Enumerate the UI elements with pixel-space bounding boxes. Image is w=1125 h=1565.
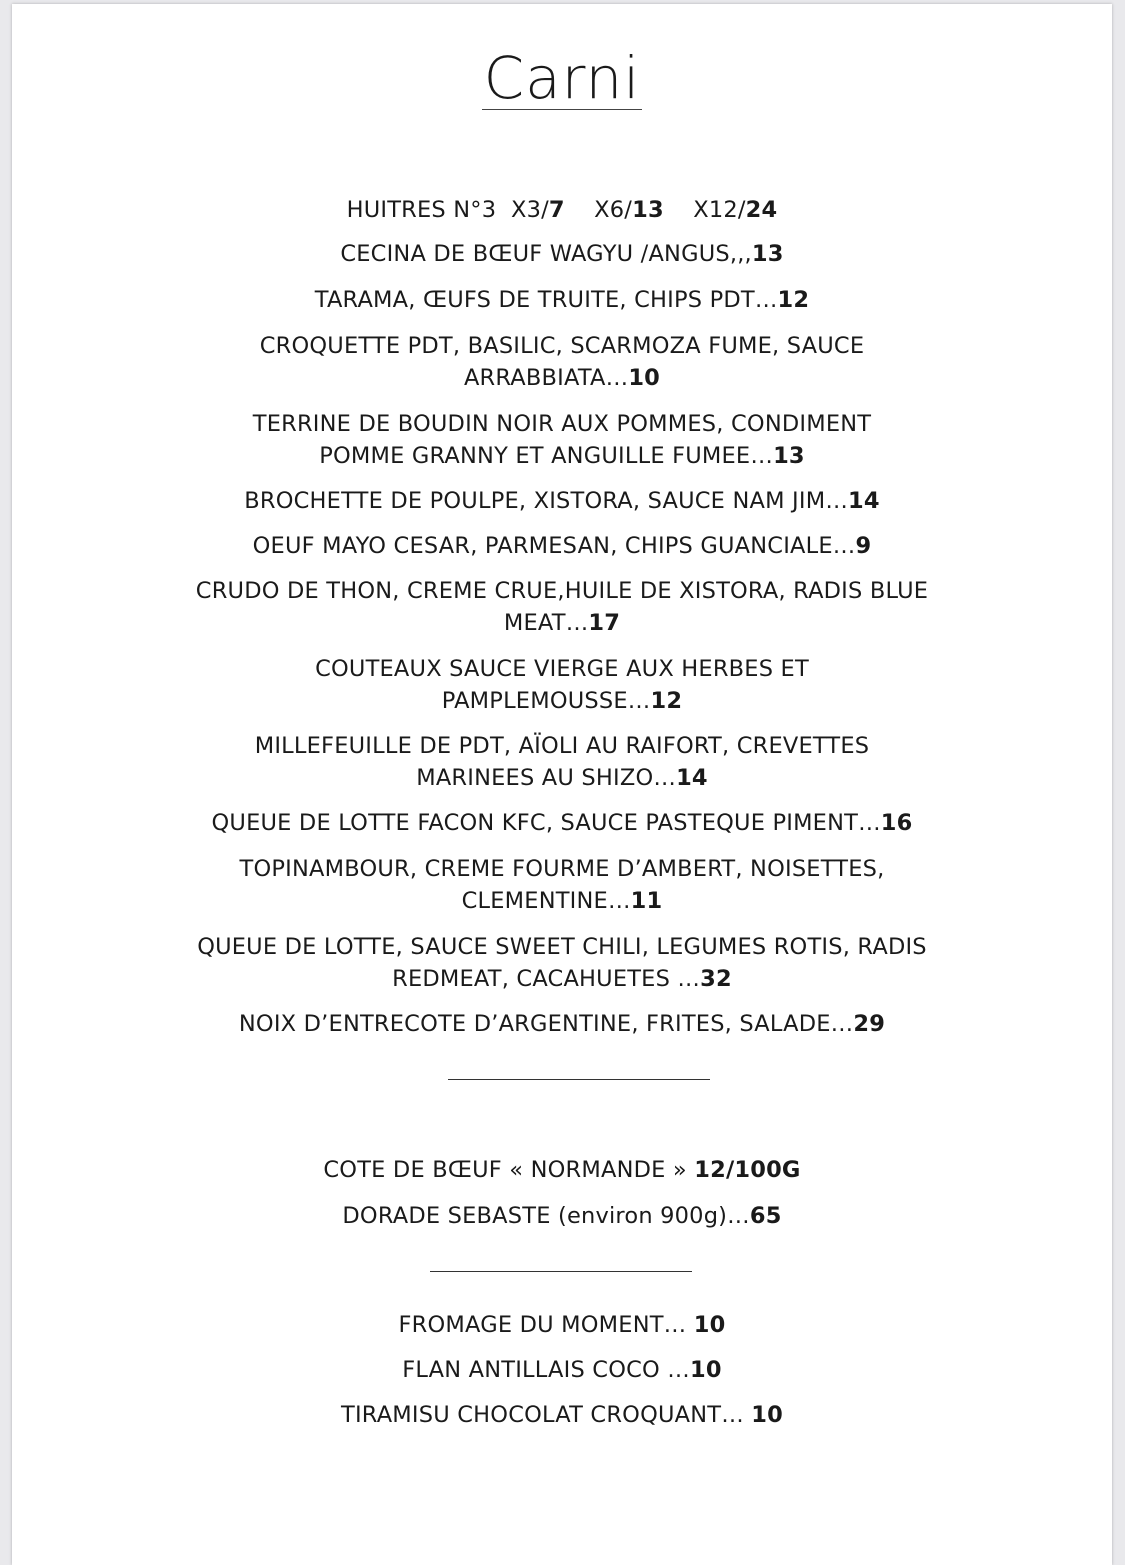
- menu-item: [242, 730, 882, 794]
- menu-item: [162, 284, 962, 316]
- menu-item-text: MILLEFEUILLE DE PDT, AÏOLI AU RAIFORT, CREVETTES MARINEES AU SHIZO…: [254, 733, 870, 791]
- dessert-item: [162, 1354, 962, 1386]
- menu-item-text: CRUDO DE THON, CREME CRUE,HUILE DE XISTORA, RADIS BLUE MEAT…: [195, 578, 929, 636]
- sharing-item-price: 65: [749, 1203, 782, 1229]
- menu-title-text: Carni: [483, 44, 641, 112]
- oysters-qty-12: X12/: [693, 197, 746, 223]
- menu-item-text: NOIX D’ENTRECOTE D’ARGENTINE, FRITES, SALADE…: [238, 1011, 854, 1037]
- menu-item: [162, 485, 962, 517]
- section-divider: [448, 1079, 710, 1080]
- menu-item: [162, 807, 962, 839]
- dessert-item-price: 10: [751, 1402, 783, 1428]
- dessert-item-price: 10: [693, 1312, 726, 1338]
- menu-item: [192, 575, 932, 639]
- menu-item-price: 13: [773, 443, 805, 469]
- menu-item-price: 17: [588, 610, 621, 636]
- oysters-qty-3: X3/: [510, 197, 549, 223]
- menu-item: [182, 931, 942, 995]
- menu-item-price: 32: [700, 966, 732, 992]
- menu-item-text: QUEUE DE LOTTE, SAUCE SWEET CHILI, LEGUMES ROTIS, RADIS REDMEAT, CACAHUETES …: [197, 934, 927, 992]
- oysters-label: HUITRES N°3: [346, 197, 497, 223]
- oysters-price-6: 13: [632, 197, 664, 223]
- menu-item-text: OEUF MAYO CESAR, PARMESAN, CHIPS GUANCIALE…: [252, 533, 856, 559]
- dessert-item-text: TIRAMISU CHOCOLAT CROQUANT…: [341, 1402, 752, 1428]
- oysters-qty-6: X6/: [594, 197, 633, 223]
- oysters-price-12: 24: [745, 197, 778, 223]
- menu-item-text: TARAMA, ŒUFS DE TRUITE, CHIPS PDT…: [314, 287, 778, 313]
- menu-item-price: 14: [848, 488, 880, 514]
- menu-title: [12, 42, 1112, 114]
- dessert-item: [162, 1399, 962, 1431]
- menu-page: [12, 4, 1112, 1565]
- menu-item-price: 12: [650, 688, 683, 714]
- menu-item-price: 9: [855, 533, 872, 559]
- menu-item-price: 16: [880, 810, 913, 836]
- oysters-price-3: 7: [548, 197, 565, 223]
- menu-item-text: TOPINAMBOUR, CREME FOURME D’AMBERT, NOISETTES, CLEMENTINE…: [239, 856, 885, 914]
- dessert-item-text: FLAN ANTILLAIS COCO …: [402, 1357, 690, 1383]
- dessert-item-price: 10: [690, 1357, 722, 1383]
- menu-item-price: 13: [751, 241, 784, 267]
- menu-item-text: BROCHETTE DE POULPE, XISTORA, SAUCE NAM JIM…: [244, 488, 849, 514]
- dessert-item: [162, 1309, 962, 1341]
- sharing-item-text: DORADE SEBASTE (environ 900g)…: [342, 1203, 750, 1229]
- menu-item-price: 10: [628, 365, 661, 391]
- menu-item: [292, 653, 832, 717]
- menu-item-price: 12: [777, 287, 810, 313]
- sharing-item-price: 12/100G: [694, 1157, 801, 1183]
- menu-item-price: 11: [630, 888, 663, 914]
- menu-item-text: QUEUE DE LOTTE FACON KFC, SAUCE PASTEQUE PIMENT…: [211, 810, 881, 836]
- menu-item-text: CECINA DE BŒUF WAGYU /ANGUS,,,: [340, 241, 752, 267]
- menu-item: [222, 330, 902, 394]
- menu-item: [212, 408, 912, 472]
- menu-item-text: COUTEAUX SAUCE VIERGE AUX HERBES ET PAMPLEMOUSSE…: [315, 656, 809, 714]
- sharing-item: [162, 1154, 962, 1186]
- menu-item-text: TERRINE DE BOUDIN NOIR AUX POMMES, CONDIMENT POMME GRANNY ET ANGUILLE FUMEE…: [252, 411, 872, 469]
- menu-item-oysters: [162, 194, 962, 226]
- menu-item-price: 14: [676, 765, 708, 791]
- dessert-item-text: FROMAGE DU MOMENT…: [398, 1312, 694, 1338]
- menu-item: [162, 530, 962, 562]
- menu-item: [162, 1008, 962, 1040]
- menu-item: [162, 238, 962, 270]
- section-divider: [430, 1271, 692, 1272]
- sharing-item: [162, 1200, 962, 1232]
- menu-item-price: 29: [853, 1011, 886, 1037]
- menu-item: [212, 853, 912, 917]
- sharing-item-text: COTE DE BŒUF « NORMANDE »: [323, 1157, 695, 1183]
- menu-item-text: CROQUETTE PDT, BASILIC, SCARMOZA FUME, SAUCE ARRABBIATA…: [259, 333, 865, 391]
